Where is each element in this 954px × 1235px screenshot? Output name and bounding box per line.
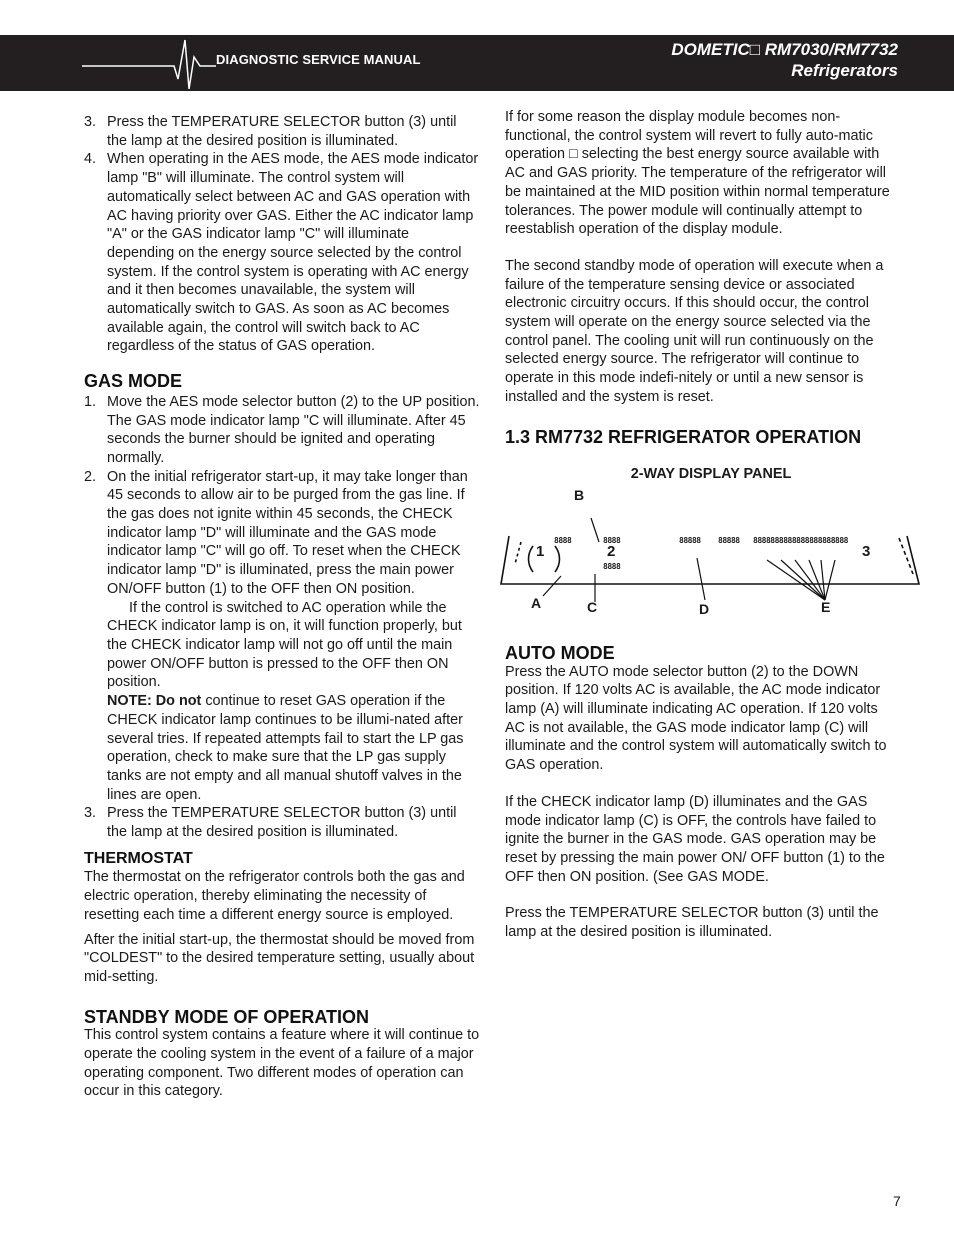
standby-mode-paragraph-1: If for some reason the display module becomes non-functional, the control system will revert to fully auto-matic operation □ selecting the best energy source available with AC and GAS priority. The temperature of the refrigerator will be maintained at the MID position within normal temperature tolerances. The power module will continually attempt to reestablish operation of the display module.: [505, 109, 890, 238]
list-text-continued: If the control is switched to AC operation while the CHECK indicator lamp is on, it will function properly, but the CHECK indicator lamp will not go off until the main power ON/OFF button is pressed to the OFF then ON position.: [107, 599, 462, 691]
page-number: 7: [893, 1193, 901, 1209]
auto-mode-paragraph-1: Press the AUTO mode selector button (2) to the DOWN position. If 120 volts AC is available, the AC mode indicator lamp (A) will illuminate indicating AC operation. If 120 volts AC is not available, the GAS mode indicator lamp (C) will illuminate and the control system will automatically switch to GAS operation.: [505, 663, 887, 774]
list-item: [84, 113, 480, 150]
button-2-label: 2: [607, 542, 616, 560]
list-number: 3.: [84, 805, 97, 822]
list-text: On the initial refrigerator start-up, it may take longer than 45 seconds to allow air to be purged from the gas line. If the gas does not ignite within 45 seconds, the CHECK indicator lamp "D" will illuminate and the GAS mode indicator lamp "C" will go off. To reset when the CHECK indicator lamp "D" is illuminated, press the main power ON/OFF button (1) to the OFF then ON position.: [107, 468, 468, 597]
note-label: NOTE: Do not: [107, 693, 202, 710]
standby-heading: STANDBY MODE OF OPERATION: [84, 1006, 370, 1027]
note-text: continue to reset GAS operation if the CHECK indicator lamp continues to be illumi-nated after several tries. If repeated attempts fail to start the LP gas operation, check to make sure that the LP gas supply tanks are not empty and all manual shutoff valves in the lines are open.: [107, 693, 464, 803]
display-panel-caption: 2-WAY DISPLAY PANEL: [630, 466, 792, 483]
label-b: B: [574, 486, 585, 503]
standby-paragraph: This control system contains a feature where it will continue to operate the cooling system in the event of a failure of a major operating component. Two different modes of operation can occur in this category.: [84, 1027, 480, 1100]
segment-display: 88888: [718, 535, 740, 545]
title-line-1: DOMETIC□ RM7030/RM7732: [671, 40, 898, 59]
gas-mode-heading: GAS MODE: [84, 371, 183, 392]
list-text: When operating in the AES mode, the AES mode indicator lamp "B" will illuminate. The control system will automatically select between AC and GAS operation with AC having priority over GAS. Either the AC indicator lamp "A" or the GAS indicator lamp "C" will illuminate depending on the energy source selected by the control system. If the control system is operating with AC energy and it then becomes unavailable, the system will automatically switch to GAS. As soon as AC becomes available again, the control will switch back to AC regardless of the status of GAS operation.: [107, 151, 479, 355]
list-number: 2.: [84, 468, 97, 485]
segment-display: 88888: [679, 535, 701, 545]
auto-mode-heading: AUTO MODE: [505, 642, 615, 663]
button-1-label: 1: [536, 542, 545, 560]
list-text: Press the TEMPERATURE SELECTOR button (3) until the lamp at the desired position is illuminated.: [107, 805, 457, 841]
auto-mode-paragraph-3: Press the TEMPERATURE SELECTOR button (3) until the lamp at the desired position is illuminated.: [505, 905, 879, 941]
left-column: [84, 113, 480, 1101]
list-number: 4.: [84, 151, 97, 168]
segment-display: 8888: [603, 561, 621, 571]
segment-display: 8888888888888888888888: [753, 535, 848, 545]
title-line-2: Refrigerators: [791, 61, 898, 80]
label-c: C: [587, 598, 598, 615]
label-d: D: [699, 600, 710, 617]
thermostat-paragraph-2: After the initial start-up, the thermostat should be moved from "COLDEST" to the desired temperature setting, usually about mid-setting.: [84, 931, 475, 985]
thermostat-paragraph-1: The thermostat on the refrigerator controls both the gas and electric operation, thereby eliminating the necessity of resetting each time a different energy source is employed.: [84, 869, 465, 923]
panel-outline-graphic: [499, 484, 923, 644]
document-title: [671, 39, 898, 81]
list-item: [84, 393, 480, 468]
page-header: [0, 35, 954, 91]
list-item: [84, 468, 480, 805]
list-item: [84, 804, 480, 841]
button-3-label: 3: [862, 542, 871, 560]
display-panel-diagram: [499, 484, 923, 644]
note-paragraph: [107, 692, 480, 804]
list-number: 3.: [84, 114, 97, 130]
auto-mode-paragraph-2: If the CHECK indicator lamp (D) illuminates and the GAS mode indicator lamp (C) is OFF, the controls have failed to ignite the burner in the GAS mode. GAS operation may be reset by pressing the main power ON/ OFF button (1) to the OFF then ON position. (See GAS MODE.: [505, 793, 885, 885]
list-number: 1.: [84, 393, 97, 410]
label-a: A: [531, 594, 542, 611]
right-column: [505, 108, 900, 942]
list-item: [84, 150, 480, 356]
rm7732-section-heading: 1.3 RM7732 REFRIGERATOR OPERATION: [505, 426, 862, 447]
heartbeat-logo-icon: [82, 35, 222, 91]
list-text: Move the AES mode selector button (2) to the UP position. The GAS mode indicator lamp "C will illuminate. After 45 seconds the burner should be ignited and operating normally.: [107, 393, 480, 466]
segment-display: 8888: [603, 535, 621, 545]
label-e: E: [821, 598, 831, 615]
manual-label: DIAGNOSTIC SERVICE MANUAL: [216, 52, 421, 67]
standby-mode-paragraph-2: The second standby mode of operation will execute when a failure of the temperature sensing device or associated electronic circuitry occurs. If this should occur, the control system will operate on the energy source selected via the control panel. The cooling unit will run continuously on the selected energy source. The refrigerator will continue to operate in this mode indefi-nitely or until a new sensor is installed and the system is reset.: [505, 257, 884, 405]
segment-display: 8888: [554, 535, 572, 545]
thermostat-heading: THERMOSTAT: [84, 849, 193, 867]
list-text: Press the TEMPERATURE SELECTOR button (3) until the lamp at the desired position is illuminated.: [107, 114, 457, 149]
